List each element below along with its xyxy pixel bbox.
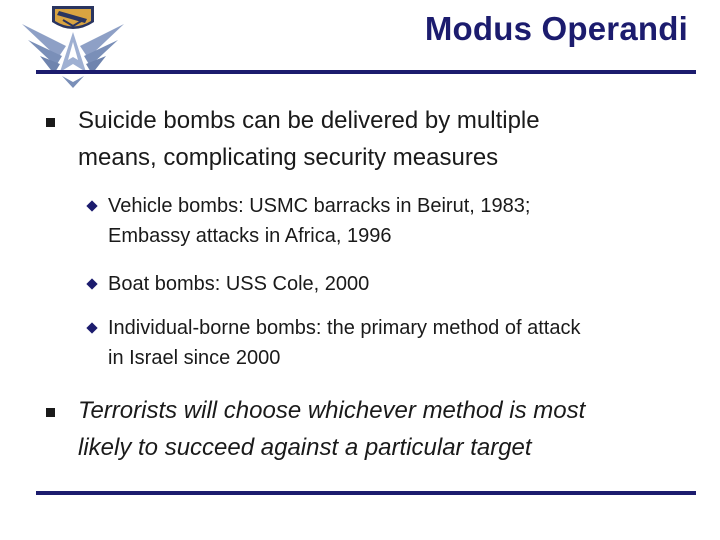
bullet-2-line-2: likely to succeed against a particular target [78, 434, 532, 461]
diamond-bullet-icon [86, 278, 97, 289]
sub-bullet-vehicle [108, 191, 530, 251]
title-rule [36, 70, 696, 74]
bullet-1 [78, 102, 540, 176]
sub-bullet-individual-line-1: Individual-borne bombs: the primary method of attack [108, 317, 581, 339]
bullet-2 [78, 392, 585, 466]
sub-bullet-vehicle-line-2: Embassy attacks in Africa, 1996 [108, 225, 392, 247]
sub-bullet-individual [108, 313, 580, 373]
bullet-square-icon [46, 408, 55, 417]
bullet-1-line-1: Suicide bombs can be delivered by multiple [78, 107, 540, 134]
footer-rule [36, 491, 696, 495]
diamond-bullet-icon [86, 200, 97, 211]
sub-bullet-vehicle-line-1: Vehicle bombs: USMC barracks in Beirut, 1983; [108, 195, 531, 217]
sub-bullet-boat [108, 269, 369, 299]
air-force-logo-icon [18, 2, 128, 90]
diamond-bullet-icon [86, 322, 97, 333]
bullet-square-icon [46, 118, 55, 127]
slide-title: Modus Operandi [424, 10, 688, 47]
sub-bullet-boat-line-1: Boat bombs: USS Cole, 2000 [108, 273, 370, 295]
sub-bullet-individual-line-2: in Israel since 2000 [108, 347, 281, 369]
bullet-2-line-1: Terrorists will choose whichever method is most [78, 397, 586, 424]
bullet-1-line-2: means, complicating security measures [78, 144, 499, 171]
